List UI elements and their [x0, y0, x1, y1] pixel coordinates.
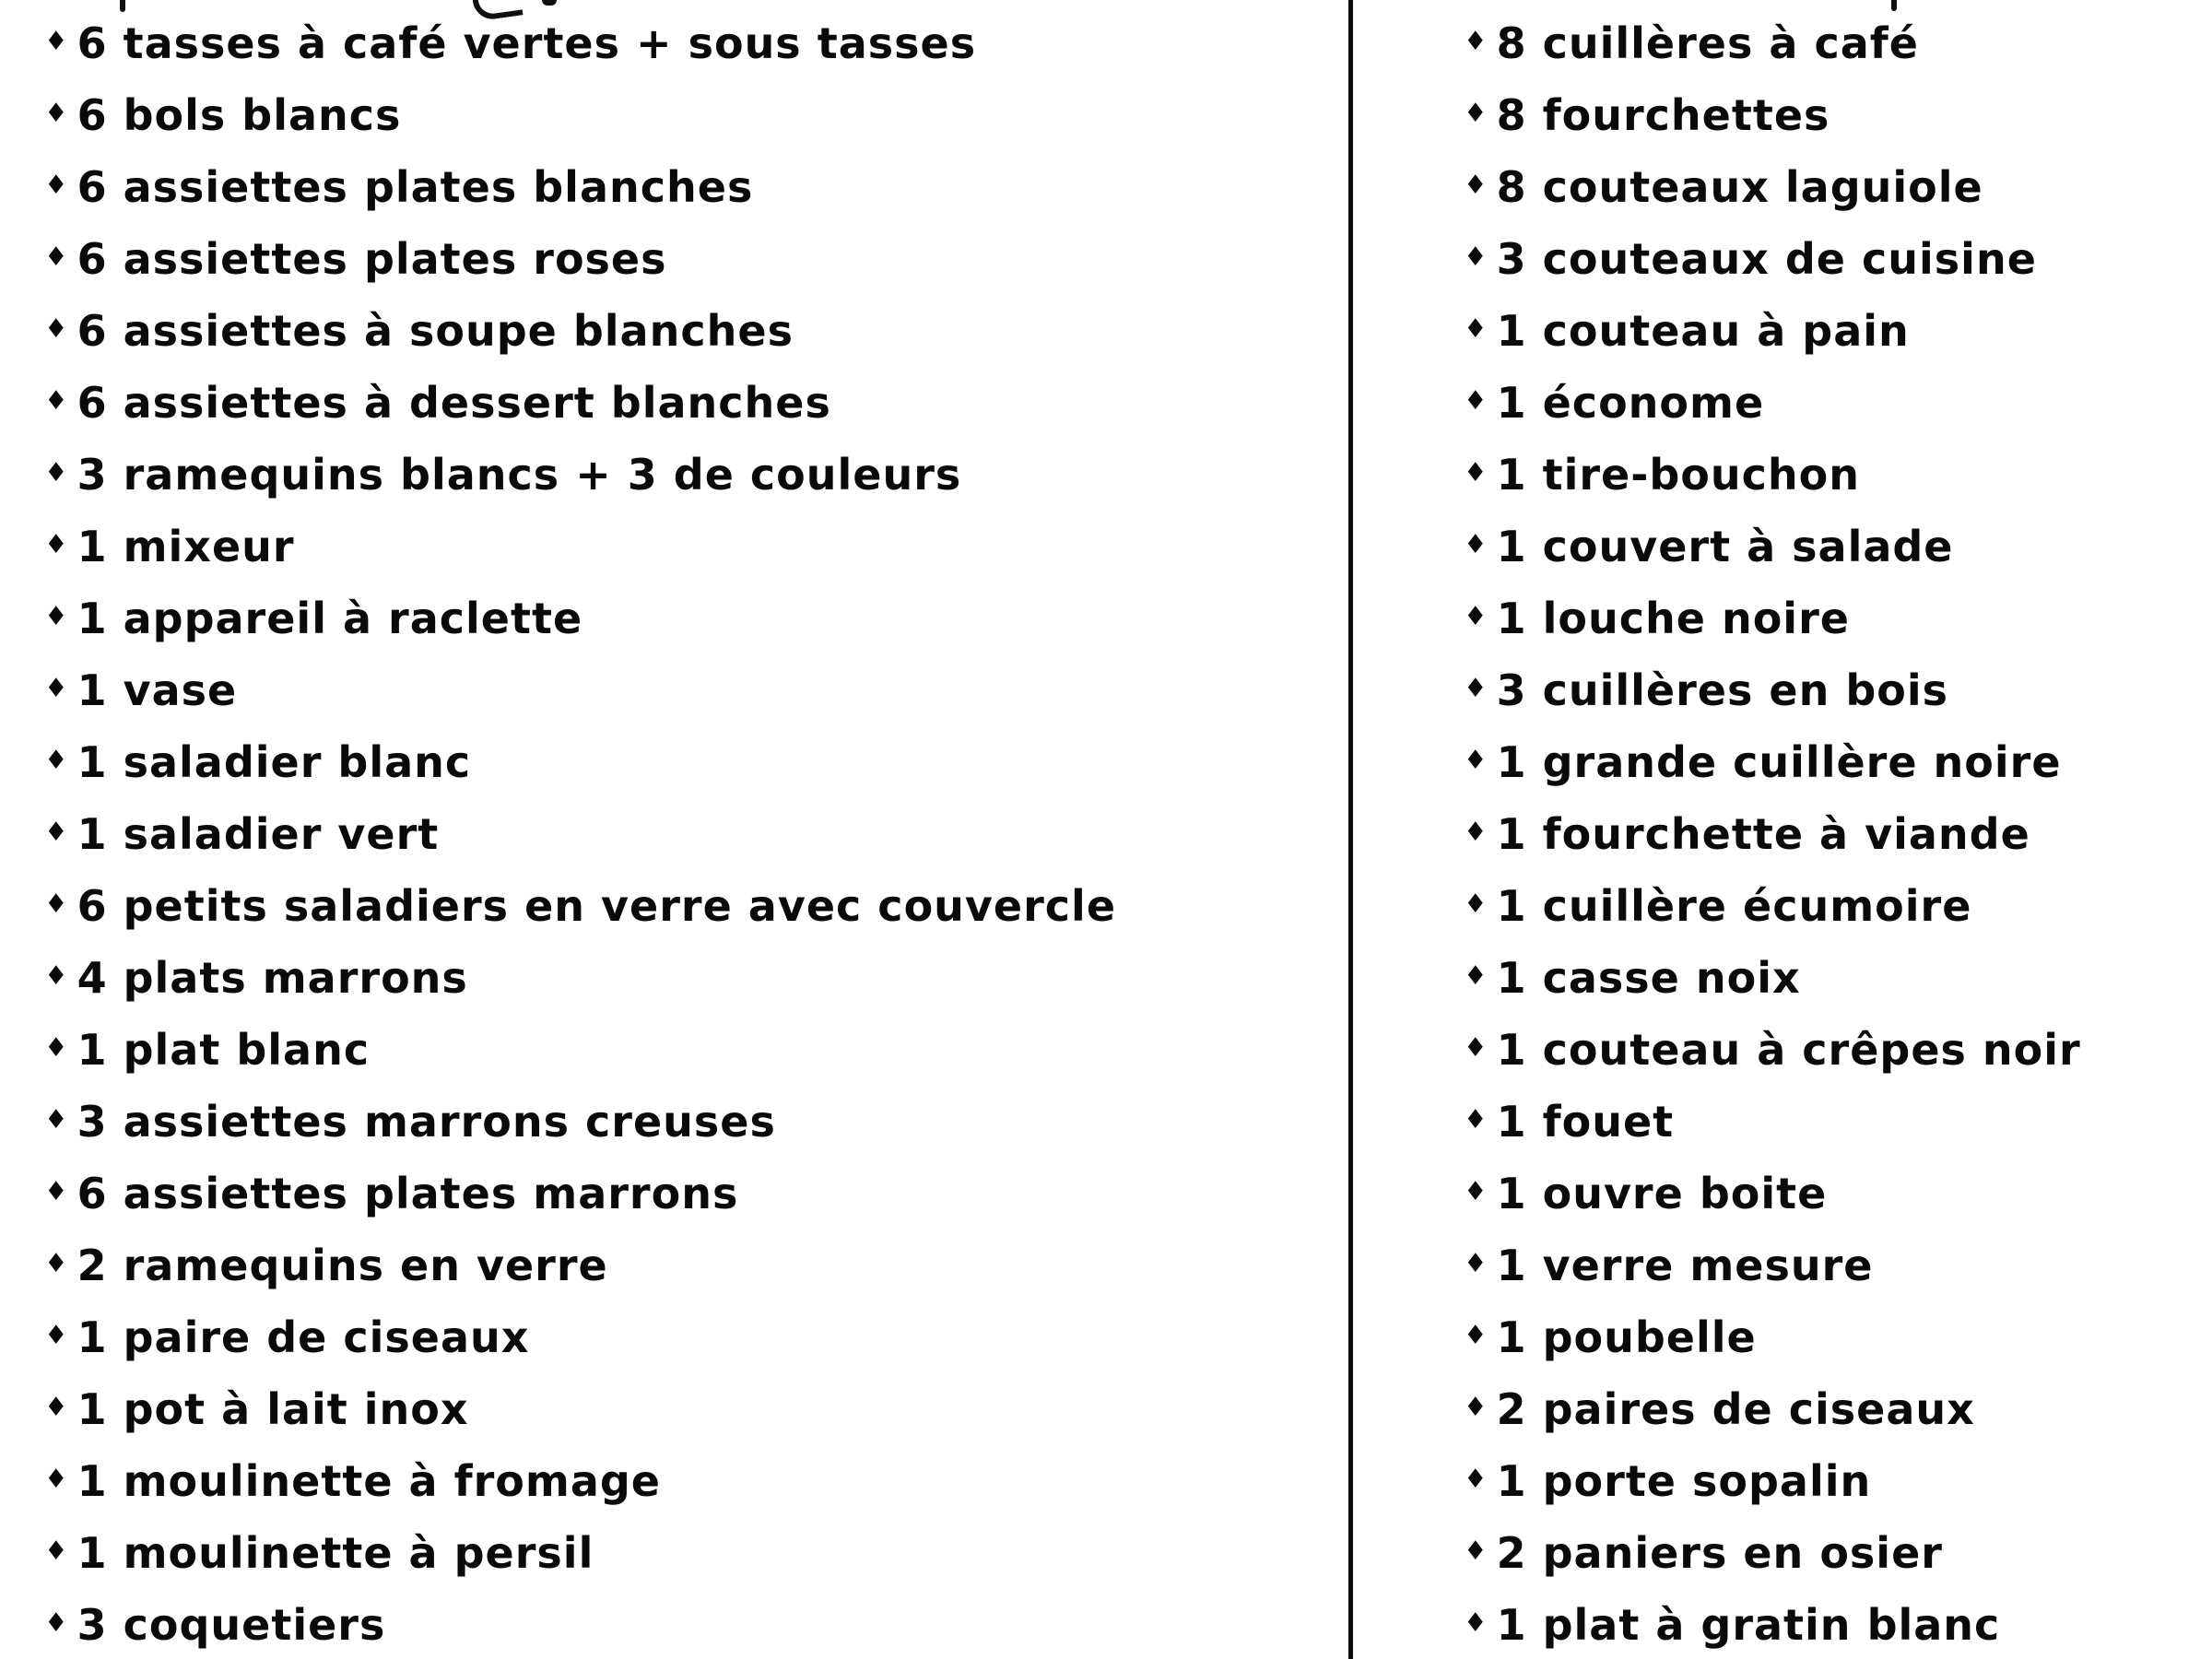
- list-item: [1464, 1230, 2081, 1301]
- item-text: 3 assiettes marrons creuses: [76, 1097, 776, 1147]
- bullet-diamond-icon: ♦: [44, 672, 69, 703]
- list-item: [44, 1445, 1116, 1517]
- bullet-diamond-icon: ♦: [44, 97, 69, 128]
- list-item: [1464, 1158, 2081, 1230]
- bullet-diamond-icon: ♦: [1464, 1319, 1488, 1350]
- list-item: [44, 1230, 1116, 1301]
- item-text: 1 couteau à pain: [1496, 306, 1910, 356]
- bullet-diamond-icon: ♦: [44, 1606, 69, 1638]
- bullet-diamond-icon: ♦: [1464, 25, 1488, 56]
- bullet-diamond-icon: ♦: [44, 1391, 69, 1422]
- item-text: 1 grande cuillère noire: [1496, 737, 2062, 787]
- list-item: [1464, 79, 2081, 151]
- list-item: [44, 582, 1116, 654]
- bullet-diamond-icon: ♦: [1464, 456, 1488, 488]
- bullet-diamond-icon: ♦: [44, 528, 69, 559]
- cropped-text-fragment: [542, 0, 557, 6]
- bullet-diamond-icon: ♦: [1464, 959, 1488, 991]
- list-item: [1464, 367, 2081, 439]
- list-item: [44, 1158, 1116, 1230]
- item-text: 1 poubelle: [1496, 1312, 1757, 1362]
- item-text: 1 plat à gratin blanc: [1496, 1600, 2001, 1650]
- list-item: [1464, 1301, 2081, 1373]
- item-text: 6 tasses à café vertes + sous tasses: [76, 18, 977, 68]
- bullet-diamond-icon: ♦: [1464, 528, 1488, 559]
- bullet-diamond-icon: ♦: [1464, 97, 1488, 128]
- bullet-diamond-icon: ♦: [44, 169, 69, 200]
- item-text: 3 coquetiers: [76, 1600, 386, 1650]
- bullet-diamond-icon: ♦: [44, 384, 69, 416]
- list-item: [1464, 151, 2081, 223]
- bullet-diamond-icon: ♦: [1464, 1103, 1488, 1135]
- item-text: 6 bols blancs: [76, 90, 402, 140]
- item-text: 1 fourchette à viande: [1496, 809, 2030, 859]
- bullet-diamond-icon: ♦: [44, 1103, 69, 1135]
- list-item: [1464, 1517, 2081, 1589]
- bullet-diamond-icon: ♦: [1464, 1535, 1488, 1566]
- bullet-diamond-icon: ♦: [44, 1031, 69, 1063]
- bullet-diamond-icon: ♦: [1464, 384, 1488, 416]
- bullet-diamond-icon: ♦: [44, 600, 69, 631]
- item-text: 1 ouvre boite: [1496, 1169, 1828, 1218]
- bullet-diamond-icon: ♦: [44, 1247, 69, 1278]
- item-text: 1 fouet: [1496, 1097, 1675, 1147]
- item-text: 6 assiettes plates blanches: [76, 162, 754, 212]
- item-text: 2 paires de ciseaux: [1496, 1384, 1975, 1434]
- bullet-diamond-icon: ♦: [1464, 1175, 1488, 1206]
- list-item: [1464, 1086, 2081, 1158]
- inventory-list-right: [1464, 7, 2081, 1659]
- list-item: [1464, 7, 2081, 79]
- item-text: 1 porte sopalin: [1496, 1456, 1872, 1506]
- list-item: [44, 367, 1116, 439]
- item-text: 4 plats marrons: [76, 953, 468, 1003]
- item-text: 6 assiettes à soupe blanches: [76, 306, 794, 356]
- list-item: [44, 511, 1116, 582]
- item-text: 8 couteaux laguiole: [1496, 162, 1983, 212]
- list-item: [44, 79, 1116, 151]
- list-item: [44, 654, 1116, 726]
- list-item: [44, 1589, 1116, 1659]
- list-item: [1464, 223, 2081, 295]
- bullet-diamond-icon: ♦: [1464, 888, 1488, 919]
- item-text: 1 verre mesure: [1496, 1241, 1874, 1290]
- list-item: [1464, 654, 2081, 726]
- item-text: 2 paniers en osier: [1496, 1528, 1943, 1578]
- item-text: 1 saladier blanc: [76, 737, 472, 787]
- item-text: 3 cuillères en bois: [1496, 665, 1949, 715]
- bullet-diamond-icon: ♦: [1464, 1247, 1488, 1278]
- bullet-diamond-icon: ♦: [44, 456, 69, 488]
- column-divider: [1348, 0, 1353, 1659]
- bullet-diamond-icon: ♦: [44, 888, 69, 919]
- bullet-diamond-icon: ♦: [1464, 1031, 1488, 1063]
- item-text: 6 petits saladiers en verre avec couvercle: [76, 881, 1117, 931]
- item-text: 8 fourchettes: [1496, 90, 1830, 140]
- bullet-diamond-icon: ♦: [44, 959, 69, 991]
- list-item: [44, 798, 1116, 870]
- list-item: [44, 223, 1116, 295]
- list-item: [44, 1373, 1116, 1445]
- bullet-diamond-icon: ♦: [1464, 169, 1488, 200]
- item-text: 1 économe: [1496, 378, 1765, 428]
- bullet-diamond-icon: ♦: [44, 816, 69, 847]
- list-item: [1464, 1589, 2081, 1659]
- list-item: [1464, 439, 2081, 511]
- item-text: 6 assiettes plates marrons: [76, 1169, 739, 1218]
- bullet-diamond-icon: ♦: [1464, 744, 1488, 775]
- list-item: [44, 1517, 1116, 1589]
- item-text: 1 saladier vert: [76, 809, 440, 859]
- bullet-diamond-icon: ♦: [1464, 241, 1488, 272]
- item-text: 1 casse noix: [1496, 953, 1801, 1003]
- bullet-diamond-icon: ♦: [1464, 816, 1488, 847]
- bullet-diamond-icon: ♦: [1464, 672, 1488, 703]
- item-text: 3 ramequins blancs + 3 de couleurs: [76, 450, 962, 500]
- bullet-diamond-icon: ♦: [1464, 600, 1488, 631]
- item-text: 1 pot à lait inox: [76, 1384, 469, 1434]
- item-text: 6 assiettes plates roses: [76, 234, 667, 284]
- inventory-list-left: [44, 7, 1116, 1659]
- item-text: 1 plat blanc: [76, 1025, 371, 1075]
- item-text: 3 couteaux de cuisine: [1496, 234, 2037, 284]
- list-item: [44, 1014, 1116, 1086]
- item-text: 6 assiettes à dessert blanches: [76, 378, 831, 428]
- list-item: [1464, 870, 2081, 942]
- list-item: [44, 439, 1116, 511]
- list-item: [44, 726, 1116, 798]
- item-text: 1 mixeur: [76, 522, 295, 571]
- list-item: [44, 1086, 1116, 1158]
- list-item: [1464, 1373, 2081, 1445]
- bullet-diamond-icon: ♦: [1464, 312, 1488, 344]
- list-item: [1464, 1445, 2081, 1517]
- item-text: 1 appareil à raclette: [76, 594, 583, 643]
- item-text: 1 couvert à salade: [1496, 522, 1954, 571]
- bullet-diamond-icon: ♦: [44, 25, 69, 56]
- item-text: 1 vase: [76, 665, 238, 715]
- list-item: [1464, 942, 2081, 1014]
- bullet-diamond-icon: ♦: [1464, 1606, 1488, 1638]
- bullet-diamond-icon: ♦: [44, 312, 69, 344]
- list-item: [44, 942, 1116, 1014]
- item-text: 2 ramequins en verre: [76, 1241, 608, 1290]
- list-item: [1464, 726, 2081, 798]
- bullet-diamond-icon: ♦: [44, 1535, 69, 1566]
- list-item: [1464, 511, 2081, 582]
- item-text: 1 moulinette à fromage: [76, 1456, 662, 1506]
- item-text: 1 tire-bouchon: [1496, 450, 1860, 500]
- list-item: [44, 1301, 1116, 1373]
- bullet-diamond-icon: ♦: [44, 241, 69, 272]
- list-item: [1464, 582, 2081, 654]
- bullet-diamond-icon: ♦: [44, 1175, 69, 1206]
- item-text: 1 louche noire: [1496, 594, 1850, 643]
- list-item: [44, 7, 1116, 79]
- item-text: 1 couteau à crêpes noir: [1496, 1025, 2081, 1075]
- list-item: [44, 295, 1116, 367]
- bullet-diamond-icon: ♦: [44, 1319, 69, 1350]
- item-text: 1 moulinette à persil: [76, 1528, 594, 1578]
- item-text: 8 cuillères à café: [1496, 18, 1919, 68]
- bullet-diamond-icon: ♦: [1464, 1391, 1488, 1422]
- list-item: [44, 870, 1116, 942]
- bullet-diamond-icon: ♦: [44, 744, 69, 775]
- bullet-diamond-icon: ♦: [44, 1463, 69, 1494]
- list-item: [44, 151, 1116, 223]
- list-item: [1464, 1014, 2081, 1086]
- list-item: [1464, 798, 2081, 870]
- item-text: 1 paire de ciseaux: [76, 1312, 530, 1362]
- list-item: [1464, 295, 2081, 367]
- bullet-diamond-icon: ♦: [1464, 1463, 1488, 1494]
- item-text: 1 cuillère écumoire: [1496, 881, 1972, 931]
